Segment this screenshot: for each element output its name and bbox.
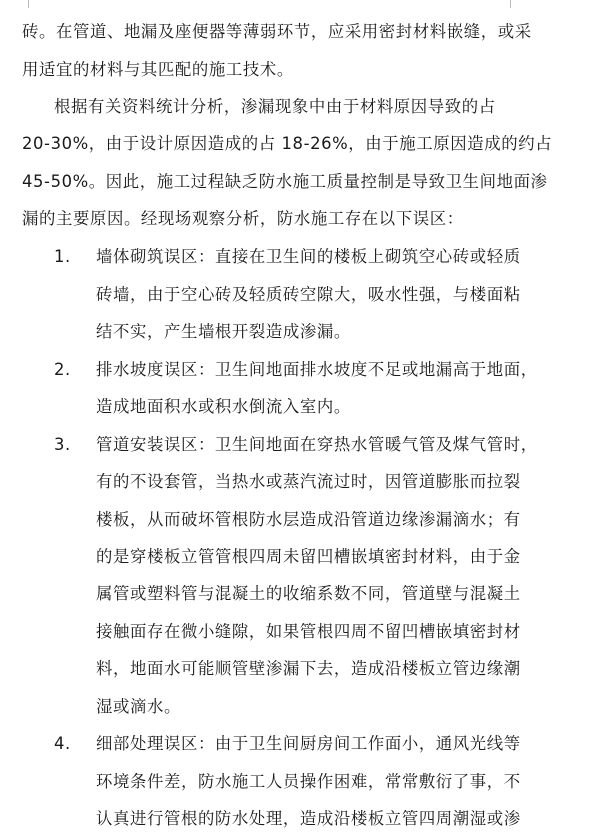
list-item-line: 管道安装误区：卫生间地面在穿热水管暖气管及煤气管时， (96, 435, 538, 454)
list-item-line: 认真进行管根的防水处理，造成沿楼板立管四周潮湿或渗 (96, 809, 521, 828)
paragraph-line: 漏的主要原因。经现场观察分析，防水施工存在以下误区： (22, 209, 464, 228)
list-item-number: 1. (54, 247, 71, 266)
list-item-line: 排水坡度误区：卫生间地面排水坡度不足或地漏高于地面， (96, 360, 538, 379)
list-item-line: 料，地面水可能顺管壁渗漏下去，造成沿楼板立管边缘潮 (96, 659, 521, 678)
list-item-number: 2. (54, 360, 71, 379)
intro-line: 砖。在管道、地漏及座便器等薄弱环节，应采用密封材料嵌缝，或采 (22, 22, 532, 41)
list-item-line: 的是穿楼板立管管根四周未留凹槽嵌填密封材料，由于金 (96, 547, 521, 566)
list-item-line: 环境条件差，防水施工人员操作困难，常常敷衍了事，不 (96, 772, 521, 791)
list-item-line: 楼板，从而破坏管根防水层造成沿管道边缘渗漏滴水；有 (96, 510, 521, 529)
list-item-line: 属管或塑料管与混凝土的收缩系数不同，管道壁与混凝土 (96, 584, 521, 603)
paragraph-line: 根据有关资料统计分析，渗漏现象中由于材料原因导致的占 (54, 97, 496, 116)
list-item-number: 3. (54, 435, 71, 454)
page-corner-mark-left (18, 0, 29, 8)
list-item-line: 接触面存在微小缝隙，如果管根四周不留凹槽嵌填密封材 (96, 622, 521, 641)
page-corner-mark-right (510, 0, 521, 8)
list-item-line: 砖墙，由于空心砖及轻质砖空隙大，吸水性强，与楼面粘 (96, 285, 521, 304)
paragraph-line: 20-30%，由于设计原因造成的占 18-26%，由于施工原因造成的约占 (22, 134, 553, 153)
intro-line: 用适宜的材料与其匹配的施工技术。 (22, 60, 294, 79)
list-item-number: 4. (54, 734, 71, 753)
list-item-line: 墙体砌筑误区：直接在卫生间的楼板上砌筑空心砖或轻质 (96, 247, 521, 266)
list-item-line: 结不实，产生墙根开裂造成渗漏。 (96, 322, 351, 341)
list-item-line: 造成地面积水或积水倒流入室内。 (96, 397, 351, 416)
list-item-line: 有的不设套管，当热水或蒸汽流过时，因管道膨胀而拉裂 (96, 472, 521, 491)
list-item-line: 细部处理误区：由于卫生间厨房间工作面小，通风光线等 (96, 734, 521, 753)
paragraph-line: 45-50%。因此，施工过程缺乏防水施工质量控制是导致卫生间地面渗 (22, 172, 548, 191)
list-item-line: 湿或滴水。 (96, 697, 181, 716)
